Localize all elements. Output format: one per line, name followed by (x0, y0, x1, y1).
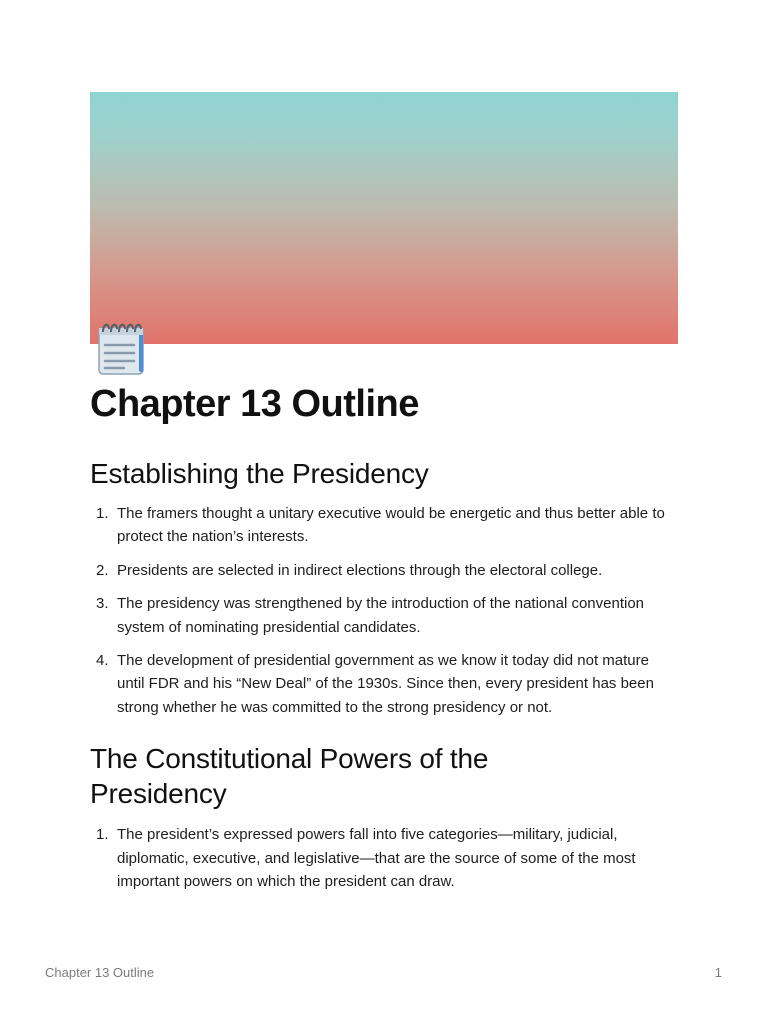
numbered-list-establishing (90, 502, 680, 719)
numbered-list-constitutional-powers (90, 823, 680, 893)
list-item (90, 592, 680, 639)
list-item-text: Presidents are selected in indirect elections through the electoral college. (117, 561, 603, 579)
list-item-text: The president’s expressed powers fall into five categories—military, judicial, diplomatic, executive, and legislative—that are the source of some of the most important powers on which the president can draw. (117, 826, 636, 891)
spiral-notepad-icon (94, 318, 148, 376)
list-number: 3. (96, 595, 109, 613)
footer-page-number: 1 (714, 965, 722, 980)
section-heading-line: Presidency (90, 778, 227, 810)
footer-title: Chapter 13 Outline (45, 965, 155, 980)
list-item (90, 823, 680, 893)
section-heading-line: The Constitutional Powers of the (90, 743, 489, 775)
list-number: 1. (96, 826, 109, 844)
cover-image (90, 92, 678, 344)
list-number: 4. (96, 652, 109, 670)
section-heading-constitutional-powers (90, 741, 680, 811)
list-number: 1. (96, 505, 109, 522)
page-title: Chapter 13 Outline (90, 383, 419, 425)
section-heading-establishing: Establishing the Presidency (90, 458, 429, 489)
list-item-text: The presidency was strengthened by the introduction of the national convention system of nominating presidential candidates. (117, 595, 645, 636)
list-item-text: The development of presidential government as we know it today did not mature until FDR and his “New Deal” of the 1930s. Since then, every president has been strong whether he was committed to the strong presidency or not. (117, 652, 654, 716)
list-item (90, 559, 680, 582)
list-item (90, 502, 680, 549)
list-item (90, 649, 680, 719)
list-item-text: The framers thought a unitary executive would be energetic and thus better able to protect the nation’s interests. (117, 505, 665, 546)
list-number: 2. (96, 561, 109, 579)
page-content (90, 378, 680, 903)
